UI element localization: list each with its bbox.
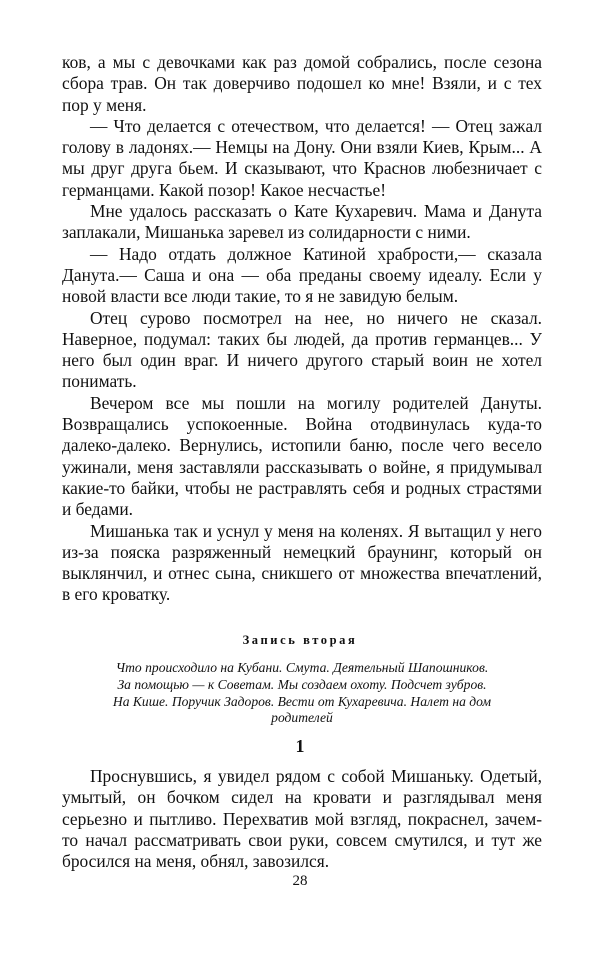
- chapter-body-text: [62, 766, 542, 872]
- section-title: Запись вторая: [242, 633, 358, 647]
- synopsis-line: Что происходило на Кубани. Смута. Деятельный Шапошников.: [115, 660, 489, 675]
- synopsis-line: родителей: [271, 710, 333, 726]
- chapter-number: 1: [295, 736, 305, 756]
- paragraph: Проснувшись, я увидел рядом с собой Мишаньку. Одетый, умытый, он бочком сидел на кровати и разглядывал меня серьезно и пытливо. Перехватив мой взгляд, покраснел, зачем-то начал рассматривать свои руки, совсем смутился, и тут же бросился на меня, обнял, завозился.: [62, 766, 542, 872]
- chapter-synopsis: [62, 660, 542, 727]
- synopsis-line: За помощью — к Советам. Мы создаем охоту. Подсчет зубров.: [117, 676, 487, 692]
- paragraph: ков, а мы с девочками как раз домой собрались, после сезона сбора трав. Он так доверчиво подошел ко мне! Взяли, и с тех пор у меня.: [62, 52, 542, 115]
- synopsis-line: На Кише. Поручик Задоров. Вести от Кухаревича. Налет на дом: [112, 693, 492, 709]
- paragraph: Мне удалось рассказать о Кате Кухаревич. Мама и Данута заплакали, Мишанька заревел из солидарности с ними.: [62, 201, 542, 243]
- paragraph: Мишанька так и уснул у меня на коленях. Я вытащил у него из-за пояска разряженный немецкий браунинг, который он выклянчил, и отнес сына, сникшего от множества впечатлений, в его кроватку.: [62, 520, 542, 605]
- paragraph: Вечером все мы пошли на могилу родителей Дануты. Возвращались успокоенные. Война отодвинулась куда-то далеко-далеко. Вернулись, истопили баню, после чего весело ужинали, меня заставляли рассказывать о войне, я придумывал какие-то байки, чтобы не растравлять себя и родных страстями и бедами.: [62, 392, 542, 520]
- paragraph: — Что делается с отечеством, что делается! — Отец зажал голову в ладонях.— Немцы на Дону. Они взяли Киев, Крым... А мы друг друга бьем. И сказывают, что Краснов любезничает с германцами. Какой позор! Какое несчастье!: [62, 115, 542, 200]
- page-number: 28: [292, 873, 308, 889]
- paragraph: — Надо отдать должное Катиной храбрости,— сказала Данута.— Саша и она — оба преданы своему идеалу. Если у новой власти все люди такие, то я не завидую белым.: [62, 243, 542, 307]
- body-text: [62, 52, 542, 606]
- paragraph: Отец сурово посмотрел на нее, но ничего не сказал. Наверное, подумал: таких бы людей, да против германцев... У него был один враг. И ничего другого старый воин не хотел понимать.: [62, 307, 542, 392]
